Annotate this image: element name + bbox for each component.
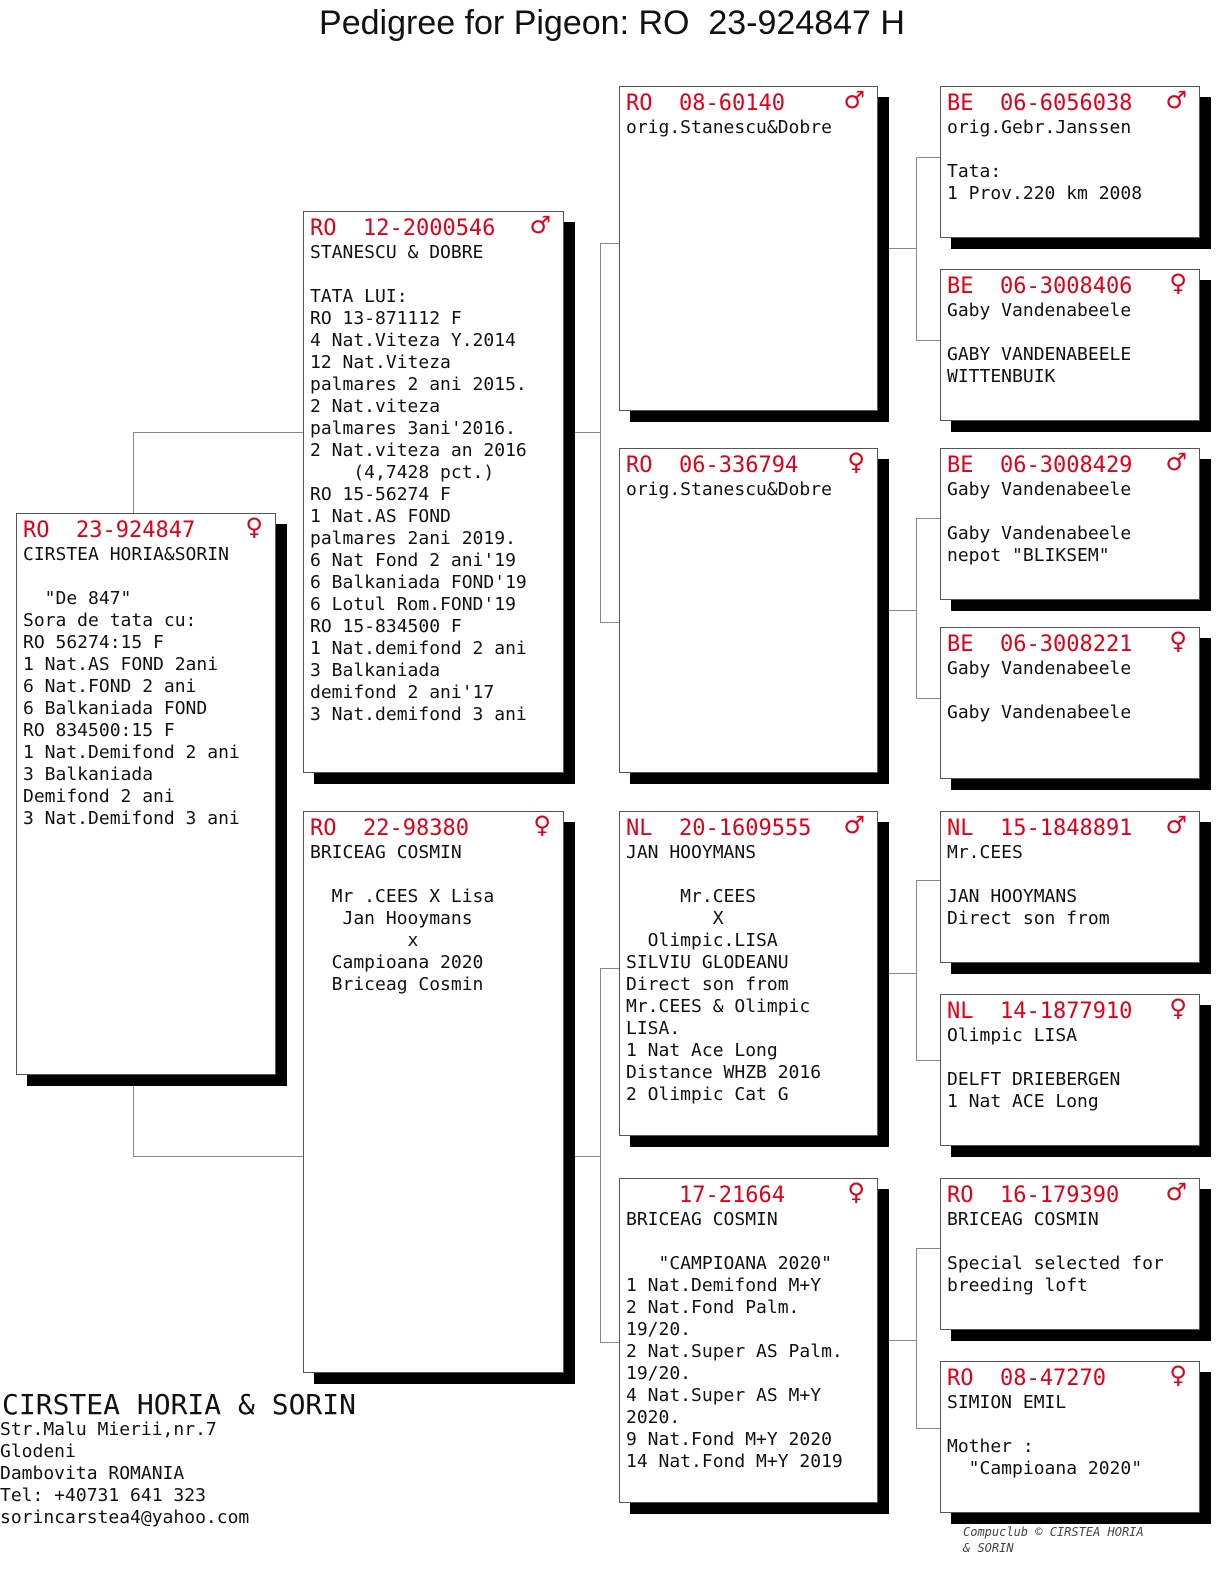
owner-name: BRICEAG COSMIN bbox=[310, 842, 462, 863]
pigeon-notes: TATA LUI: RO 13-871112 F 4 Nat.Viteza Y.2014 12 Nat.Viteza palmares 2 ani 2015. 2 Nat.viteza palmares 3ani'2016. 2 Nat.viteza an 2016 (4,7428 pct.) RO 15-56274 F 1 Nat.AS FOND palmares 2ani 2019. 6 Nat Fond 2 ani'19 6 Balkaniada FOND'19 6 Lotul Rom.FOND'19 RO 15-834500 F 1 Nat.demifond 2 ani 3 Balkaniada demifond 2 ani'17 3 Nat.demifond 3 ani bbox=[310, 286, 527, 725]
pigeon-notes: Gaby Vandenabeele bbox=[947, 702, 1132, 723]
pigeon-notes: Gaby Vandenabeele nepot "BLIKSEM" bbox=[947, 523, 1132, 566]
page-title: Pedigree for Pigeon: RO 23-924847 H bbox=[319, 4, 905, 42]
pigeon-notes: GABY VANDENABEELE WITTENBUIK bbox=[947, 344, 1132, 387]
male-sex-icon: ♂ bbox=[1165, 1178, 1187, 1206]
female-sex-icon: ♀ bbox=[245, 513, 263, 541]
connector bbox=[574, 432, 600, 433]
breeder-address: Str.Malu Mierii,nr.7 Glodeni Dambovita ROMANIA Tel: +40731 641 323 sorincarstea4@yahoo.com bbox=[0, 1419, 250, 1528]
connector bbox=[133, 432, 304, 433]
female-sex-icon: ♀ bbox=[1169, 1361, 1187, 1389]
pigeon-card-ds-dam[interactable] bbox=[940, 994, 1200, 1146]
ring-number: RO 23-924847 bbox=[23, 518, 196, 543]
male-sex-icon: ♂ bbox=[843, 86, 865, 114]
owner-name: CIRSTEA HORIA&SORIN bbox=[23, 544, 229, 565]
pigeon-card-sire-dam[interactable] bbox=[619, 448, 878, 773]
owner-name: Gaby Vandenabeele bbox=[947, 658, 1132, 679]
pigeon-card-sd-dam[interactable] bbox=[940, 627, 1200, 779]
owner-name: Gaby Vandenabeele bbox=[947, 300, 1132, 321]
ring-number: BE 06-3008406 bbox=[947, 274, 1133, 299]
ring-number: NL 20-1609555 bbox=[626, 816, 812, 841]
owner-name: BRICEAG COSMIN bbox=[626, 1209, 778, 1230]
owner-name: Mr.CEES bbox=[947, 842, 1023, 863]
owner-name: Gaby Vandenabeele bbox=[947, 479, 1132, 500]
male-sex-icon: ♂ bbox=[529, 211, 551, 239]
male-sex-icon: ♂ bbox=[1165, 811, 1187, 839]
connector bbox=[600, 622, 619, 623]
connector bbox=[888, 973, 916, 974]
pigeon-notes: "CAMPIOANA 2020" 1 Nat.Demifond M+Y 2 Nat.Fond Palm. 19/20. 2 Nat.Super AS Palm. 19/20. 4 Nat.Super AS M+Y 2020. 9 Nat.Fond M+Y 2020 14 Nat.Fond M+Y 2019 bbox=[626, 1253, 843, 1472]
connector bbox=[916, 698, 940, 699]
ring-number: RO 12-2000546 bbox=[310, 216, 496, 241]
connector bbox=[916, 518, 940, 519]
connector bbox=[888, 248, 916, 249]
ring-number: BE 06-3008221 bbox=[947, 632, 1133, 657]
female-sex-icon: ♀ bbox=[1169, 994, 1187, 1022]
owner-name: orig.Gebr.Janssen bbox=[947, 117, 1132, 138]
ring-number: RO 16-179390 bbox=[947, 1183, 1120, 1208]
connector bbox=[916, 1428, 940, 1429]
pigeon-notes: Mr .CEES X Lisa Jan Hooymans x Campioana 2020 Briceag Cosmin bbox=[331, 886, 495, 995]
connector bbox=[916, 1060, 940, 1061]
connector bbox=[916, 1248, 917, 1428]
connector bbox=[916, 157, 917, 340]
connector bbox=[916, 518, 917, 698]
pigeon-notes: Tata: 1 Prov.220 km 2008 bbox=[947, 161, 1143, 204]
breeder-name: CIRSTEA HORIA & SORIN bbox=[2, 1388, 357, 1421]
pigeon-card-ds-sire[interactable] bbox=[940, 811, 1200, 963]
ring-number: RO 22-98380 bbox=[310, 816, 469, 841]
ring-number: RO 08-60140 bbox=[626, 91, 785, 116]
connector bbox=[600, 243, 601, 622]
pigeon-card-sire-sire[interactable] bbox=[619, 86, 878, 411]
female-sex-icon: ♀ bbox=[533, 811, 551, 839]
owner-name: orig.Stanescu&Dobre bbox=[626, 117, 832, 138]
pigeon-card-sd-sire[interactable] bbox=[940, 448, 1200, 600]
connector bbox=[888, 1340, 916, 1341]
connector bbox=[916, 157, 940, 158]
female-sex-icon: ♀ bbox=[847, 448, 865, 476]
connector bbox=[600, 968, 601, 1342]
male-sex-icon: ♂ bbox=[1165, 86, 1187, 114]
female-sex-icon: ♀ bbox=[1169, 269, 1187, 297]
female-sex-icon: ♀ bbox=[1169, 627, 1187, 655]
owner-name: SIMION EMIL bbox=[947, 1392, 1067, 1413]
ring-number: 17-21664 bbox=[626, 1183, 785, 1208]
owner-name: Olimpic LISA bbox=[947, 1025, 1078, 1046]
connector bbox=[916, 1248, 940, 1249]
connector bbox=[916, 880, 917, 1060]
owner-name: STANESCU & DOBRE bbox=[310, 242, 484, 263]
pigeon-card-dam[interactable] bbox=[303, 811, 564, 1373]
pigeon-card-dam-sire[interactable] bbox=[619, 811, 878, 1136]
connector bbox=[888, 610, 916, 611]
connector bbox=[600, 243, 619, 244]
ring-number: NL 15-1848891 bbox=[947, 816, 1133, 841]
pigeon-card-sire[interactable] bbox=[303, 211, 564, 773]
pigeon-card-subject[interactable] bbox=[16, 513, 276, 1075]
owner-name: BRICEAG COSMIN bbox=[947, 1209, 1099, 1230]
ring-number: NL 14-1877910 bbox=[947, 999, 1133, 1024]
pigeon-notes: JAN HOOYMANS Direct son from bbox=[947, 886, 1110, 929]
connector bbox=[574, 1156, 600, 1157]
connector bbox=[133, 1084, 134, 1156]
female-sex-icon: ♀ bbox=[847, 1178, 865, 1206]
male-sex-icon: ♂ bbox=[843, 811, 865, 839]
pigeon-notes: Mother : "Campioana 2020" bbox=[947, 1436, 1143, 1479]
connector bbox=[600, 968, 619, 969]
pigeon-card-dam-dam[interactable] bbox=[619, 1178, 878, 1503]
pigeon-card-dd-sire[interactable] bbox=[940, 1178, 1200, 1330]
pigeon-card-ss-dam[interactable] bbox=[940, 269, 1200, 421]
pigeon-notes: Special selected for breeding loft bbox=[947, 1253, 1164, 1296]
pigeon-notes: "De 847" Sora de tata cu: RO 56274:15 F 1 Nat.AS FOND 2ani 6 Nat.FOND 2 ani 6 Balkaniada FOND RO 834500:15 F 1 Nat.Demifond 2 ani 3 Balkaniada Demifond 2 ani 3 Nat.Demifond 3 ani bbox=[23, 588, 240, 829]
connector bbox=[133, 432, 134, 516]
ring-number: BE 06-3008429 bbox=[947, 453, 1133, 478]
ring-number: RO 08-47270 bbox=[947, 1366, 1106, 1391]
connector bbox=[133, 1156, 304, 1157]
connector bbox=[916, 880, 940, 881]
pigeon-card-dd-dam[interactable] bbox=[940, 1361, 1200, 1513]
connector bbox=[916, 340, 940, 341]
pigeon-notes: DELFT DRIEBERGEN 1 Nat ACE Long bbox=[947, 1069, 1121, 1112]
pigeon-card-ss-sire[interactable] bbox=[940, 86, 1200, 238]
ring-number: BE 06-6056038 bbox=[947, 91, 1133, 116]
pigeon-notes: Mr.CEES X Olimpic.LISA SILVIU GLODEANU Direct son from Mr.CEES & Olimpic LISA. 1 Nat Ace Long Distance WHZB 2016 2 Olimpic Cat G bbox=[626, 886, 822, 1105]
connector bbox=[600, 1342, 619, 1343]
owner-name: JAN HOOYMANS bbox=[626, 842, 757, 863]
male-sex-icon: ♂ bbox=[1165, 448, 1187, 476]
owner-name: orig.Stanescu&Dobre bbox=[626, 479, 832, 500]
footer-credit: Compuclub © CIRSTEA HORIA & SORIN bbox=[963, 1525, 1144, 1555]
ring-number: RO 06-336794 bbox=[626, 453, 799, 478]
